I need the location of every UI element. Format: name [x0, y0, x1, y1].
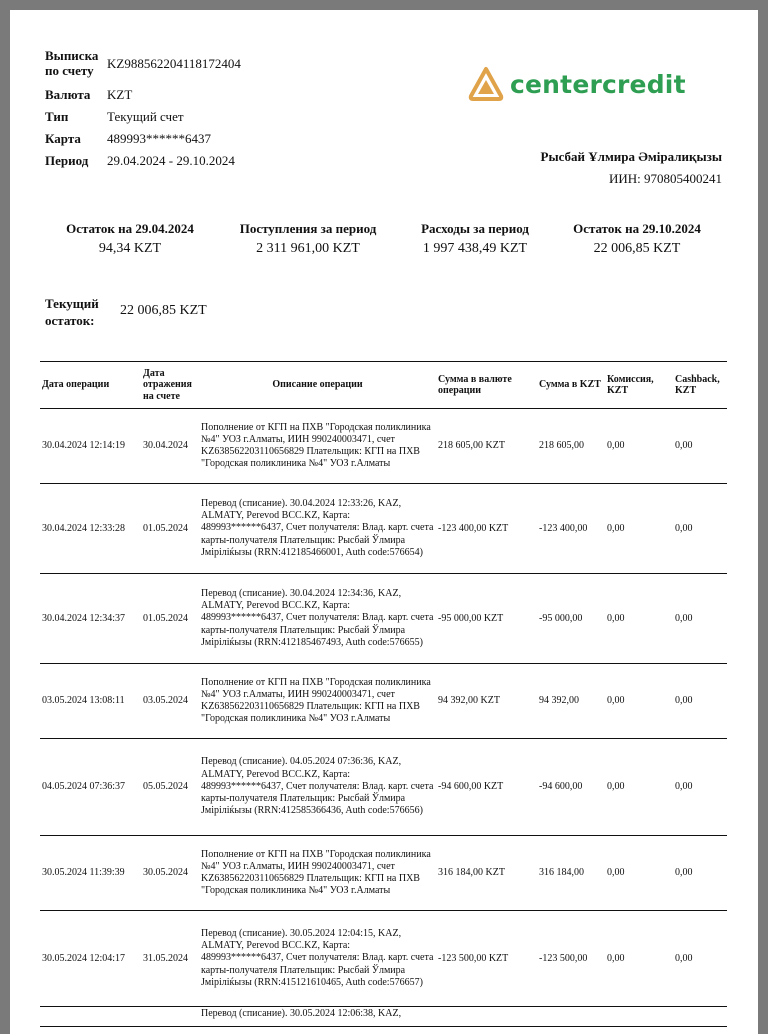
cell-commission: 0,00 [605, 409, 673, 484]
header-post-date: Дата отражения на счете [141, 362, 199, 409]
cell-post-date: 31.05.2024 [141, 911, 199, 1007]
table-row [40, 739, 727, 836]
table-row [40, 836, 727, 911]
cell-op-date: 03.05.2024 13:08:11 [40, 664, 141, 739]
account-label: Выписка по счету [45, 48, 99, 78]
type-label: Тип [45, 109, 69, 124]
summary-income [228, 221, 388, 258]
cell-op-date: 30.04.2024 12:33:28 [40, 484, 141, 574]
cell-description: Перевод (списание). 30.04.2024 12:33:26, KAZ, ALMATY, Perevod BCC.KZ, Карта: 489993******6437, Счет получателя: Влад. карт. счета карты-получателя Плательщик: Рысбай Ўлмира Јміріліќызы (RRN:412185466001, Auth code:576654) [199, 484, 436, 574]
bank-logo-text: centercredit [510, 69, 686, 99]
cell-amount-kzt: -94 600,00 [537, 739, 605, 836]
table-row [40, 664, 727, 739]
client-iin: ИИН: 970805400241 [608, 171, 722, 186]
cell-amount-kzt: -123 500,00 [537, 911, 605, 1007]
currency-value: KZT [107, 87, 133, 102]
cell-cashback: 0,00 [673, 911, 727, 1007]
current-balance-label: Текущий остаток: [45, 296, 99, 328]
header-description: Описание операции [199, 362, 436, 409]
summary-opening-label: Остаток на 29.04.2024 [66, 221, 194, 236]
cell-description: Пополнение от КГП на ПХВ "Городская поликлиника №4" УОЗ г.Алматы, ИИН 990240003471, счет KZ638562203110656829 Плательщик: КГП на ПХВ "Городская поликлиника №4" УОЗ г.Алматы [199, 409, 436, 484]
table-row [40, 409, 727, 484]
client-name: Рысбай Ұлмира Әміралиқызы [540, 149, 722, 164]
cell-commission: 0,00 [605, 664, 673, 739]
summary-income-label: Поступления за период [239, 221, 377, 236]
cell-description: Перевод (списание). 04.05.2024 07:36:36, KAZ, ALMATY, Perevod BCC.KZ, Карта: 489993******6437, Счет получателя: Влад. карт. счета карты-получателя Плательщик: Рысбай Ўлмира Јміріліќызы (RRN:412585366436, Auth code:576656) [199, 739, 436, 836]
summary-income-value: 2 311 961,00 KZT [256, 241, 360, 256]
cell-op-date: 04.05.2024 07:36:37 [40, 739, 141, 836]
bank-logo [468, 66, 686, 102]
card-label: Карта [45, 131, 81, 146]
cell-op-date: 30.05.2024 11:39:39 [40, 836, 141, 911]
account-value: KZ988562204118172404 [107, 56, 241, 71]
table-row [40, 484, 727, 574]
header-op-date: Дата операции [40, 362, 141, 409]
cell-cashback: 0,00 [673, 484, 727, 574]
table-row [40, 911, 727, 1007]
cell-amount-op: -123 500,00 KZT [436, 911, 537, 1007]
cell-commission: 0,00 [605, 836, 673, 911]
cell-amount-kzt: 94 392,00 [537, 664, 605, 739]
cell-amount-op: 218 605,00 KZT [436, 409, 537, 484]
cell-description: Пополнение от КГП на ПХВ "Городская поликлиника №4" УОЗ г.Алматы, ИИН 990240003471, счет KZ638562203110656829 Плательщик: КГП на ПХВ "Городская поликлиника №4" УОЗ г.Алматы [199, 664, 436, 739]
header-cashback: Cashback, KZT [673, 362, 727, 409]
header-commission: Комиссия, KZT [605, 362, 673, 409]
cell-amount-kzt: 218 605,00 [537, 409, 605, 484]
card-value: 489993******6437 [107, 131, 211, 146]
cell-cashback: 0,00 [673, 409, 727, 484]
cell-amount-op: -95 000,00 KZT [436, 574, 537, 664]
summary-closing-value: 22 006,85 KZT [593, 241, 681, 256]
cell-op-date: 30.04.2024 12:14:19 [40, 409, 141, 484]
summary-opening-value: 94,34 KZT [98, 241, 162, 256]
cell-amount-kzt: -123 400,00 [537, 484, 605, 574]
cell-cashback: 0,00 [673, 739, 727, 836]
summary-expenses [410, 221, 540, 258]
cell-post-date: 03.05.2024 [141, 664, 199, 739]
cell-commission: 0,00 [605, 911, 673, 1007]
bank-logo-icon [468, 66, 504, 102]
cell-amount-op: -94 600,00 KZT [436, 739, 537, 836]
cell-amount-op: 316 184,00 KZT [436, 836, 537, 911]
cell-op-date: 30.05.2024 12:04:17 [40, 911, 141, 1007]
summary-closing [562, 221, 712, 258]
cell-description: Пополнение от КГП на ПХВ "Городская поликлиника №4" УОЗ г.Алматы, ИИН 990240003471, счет KZ638562203110656829 Плательщик: КГП на ПХВ "Городская поликлиника №4" УОЗ г.Алматы [199, 836, 436, 911]
type-value: Текущий счет [107, 109, 184, 124]
cell-op-date: 30.04.2024 12:34:37 [40, 574, 141, 664]
operations-table [40, 361, 727, 1027]
table-header-row [40, 362, 727, 409]
summary-closing-label: Остаток на 29.10.2024 [573, 221, 701, 236]
cell-post-date: 01.05.2024 [141, 574, 199, 664]
cell-description: Перевод (списание). 30.04.2024 12:34:36, KAZ, ALMATY, Perevod BCC.KZ, Карта: 489993******6437, Счет получателя: Влад. карт. счета карты-получателя Плательщик: Рысбай Ўлмира Јміріліќызы (RRN:412185467493, Auth code:576655) [199, 574, 436, 664]
cell-commission: 0,00 [605, 484, 673, 574]
cell-cashback: 0,00 [673, 574, 727, 664]
cell-description: Перевод (списание). 30.05.2024 12:06:38, KAZ, [199, 1007, 436, 1027]
cell-amount-op: 94 392,00 KZT [436, 664, 537, 739]
header-amount-op: Сумма в валюте операции [436, 362, 537, 409]
cell-amount-kzt: -95 000,00 [537, 574, 605, 664]
cell-cashback: 0,00 [673, 664, 727, 739]
cell-commission: 0,00 [605, 739, 673, 836]
cell-post-date: 01.05.2024 [141, 484, 199, 574]
cell-post-date: 05.05.2024 [141, 739, 199, 836]
cell-commission: 0,00 [605, 574, 673, 664]
cell-amount-op: -123 400,00 KZT [436, 484, 537, 574]
summary-expenses-label: Расходы за период [421, 221, 529, 236]
currency-label: Валюта [45, 87, 91, 102]
header-amount-kzt: Сумма в KZT [537, 362, 605, 409]
period-label: Период [45, 153, 89, 168]
cell-post-date: 30.05.2024 [141, 836, 199, 911]
table-row [40, 574, 727, 664]
statement-page [10, 10, 758, 1034]
summary-expenses-value: 1 997 438,49 KZT [422, 241, 528, 256]
cell-amount-kzt: 316 184,00 [537, 836, 605, 911]
current-balance-value: 22 006,85 KZT [120, 303, 207, 318]
cell-post-date: 30.04.2024 [141, 409, 199, 484]
period-value: 29.04.2024 - 29.10.2024 [107, 153, 235, 168]
cell-description: Перевод (списание). 30.05.2024 12:04:15, KAZ, ALMATY, Perevod BCC.KZ, Карта: 489993******6437, Счет получателя: Влад. карт. счета карты-получателя Плательщик: Рысбай Ўлмира Јміріліќызы (RRN:415121610465, Auth code:576657) [199, 911, 436, 1007]
cell-cashback: 0,00 [673, 836, 727, 911]
summary-opening [55, 221, 205, 258]
